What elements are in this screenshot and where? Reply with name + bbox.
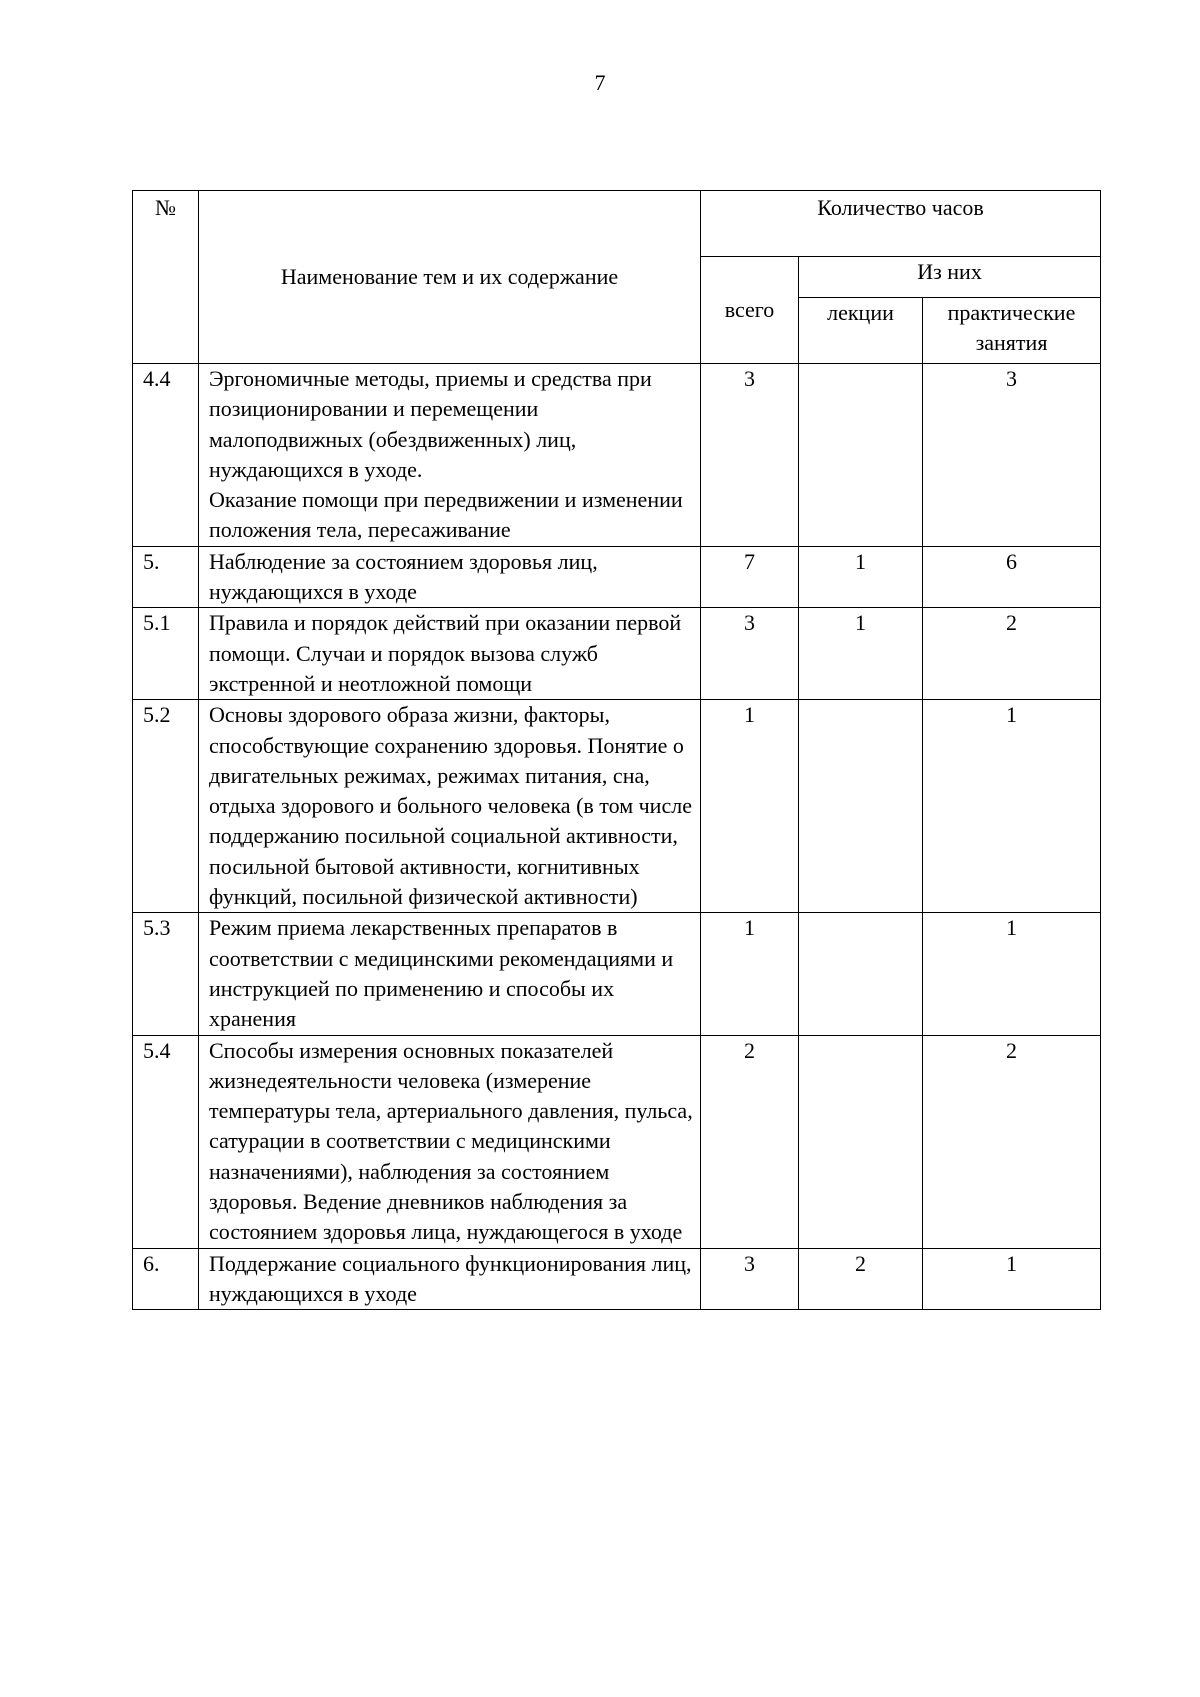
- row-topic: Наблюдение за состоянием здоровья лиц, нуждающихся в уходе: [199, 546, 701, 608]
- row-number: 5.: [133, 546, 199, 608]
- row-total-hours: 1: [701, 700, 799, 913]
- row-practice-hours: 1: [923, 700, 1101, 913]
- row-number: 5.3: [133, 913, 199, 1035]
- row-lecture-hours: 2: [799, 1248, 923, 1310]
- header-of-them: Из них: [799, 257, 1101, 298]
- row-total-hours: 3: [701, 364, 799, 547]
- row-topic: Правила и порядок действий при оказании первой помощи. Случаи и порядок вызова служб экстренной и неотложной помощи: [199, 608, 701, 700]
- table-row: [133, 364, 1101, 547]
- header-num: №: [133, 191, 199, 364]
- table-row: [133, 546, 1101, 608]
- table-header: [133, 191, 1101, 364]
- row-number: 4.4: [133, 364, 199, 547]
- header-total: всего: [701, 257, 799, 364]
- row-topic: Эргономичные методы, приемы и средства при позиционировании и перемещении малоподвижных (обездвиженных) лиц, нуждающихся в уходе. Оказание помощи при передвижении и изменении положения тела, пересаживание: [199, 364, 701, 547]
- header-practice: практические занятия: [923, 298, 1101, 364]
- row-lecture-hours: [799, 364, 923, 547]
- row-number: 5.1: [133, 608, 199, 700]
- curriculum-table: [132, 190, 1101, 1310]
- row-total-hours: 2: [701, 1035, 799, 1248]
- row-lecture-hours: [799, 1035, 923, 1248]
- header-lectures: лекции: [799, 298, 923, 364]
- row-number: 5.4: [133, 1035, 199, 1248]
- page-number: 7: [594, 70, 606, 95]
- row-topic: Режим приема лекарственных препаратов в соответствии с медицинскими рекомендациями и инструкцией по применению и способы их хранения: [199, 913, 701, 1035]
- row-lecture-hours: 1: [799, 608, 923, 700]
- header-hours: Количество часов: [701, 191, 1101, 257]
- row-total-hours: 3: [701, 1248, 799, 1310]
- table-body: [133, 364, 1101, 1310]
- table-row: [133, 608, 1101, 700]
- row-topic: Способы измерения основных показателей жизнедеятельности человека (измерение температуры тела, артериального давления, пульса, сатурации в соответствии с медицинскими назначениями), наблюдения за состоянием здоровья. Ведение дневников наблюдения за состоянием здоровья лица, нуждающегося в уходе: [199, 1035, 701, 1248]
- row-total-hours: 7: [701, 546, 799, 608]
- row-number: 6.: [133, 1248, 199, 1310]
- row-practice-hours: 6: [923, 546, 1101, 608]
- table-row: [133, 913, 1101, 1035]
- row-practice-hours: 3: [923, 364, 1101, 547]
- row-lecture-hours: 1: [799, 546, 923, 608]
- row-topic: Основы здорового образа жизни, факторы, способствующие сохранению здоровья. Понятие о двигательных режимах, режимах питания, сна, отдыха здорового и больного человека (в том числе поддержанию посильной социальной активности, посильной бытовой активности, когнитивных функций, посильной физической активности): [199, 700, 701, 913]
- row-lecture-hours: [799, 913, 923, 1035]
- row-lecture-hours: [799, 700, 923, 913]
- header-title: Наименование тем и их содержание: [199, 191, 701, 364]
- row-practice-hours: 1: [923, 1248, 1101, 1310]
- row-total-hours: 3: [701, 608, 799, 700]
- row-practice-hours: 2: [923, 608, 1101, 700]
- row-total-hours: 1: [701, 913, 799, 1035]
- table-row: [133, 1248, 1101, 1310]
- row-number: 5.2: [133, 700, 199, 913]
- row-practice-hours: 2: [923, 1035, 1101, 1248]
- row-practice-hours: 1: [923, 913, 1101, 1035]
- row-topic: Поддержание социального функционирования лиц, нуждающихся в уходе: [199, 1248, 701, 1310]
- header-row-top: [133, 191, 1101, 257]
- table-row: [133, 700, 1101, 913]
- table-row: [133, 1035, 1101, 1248]
